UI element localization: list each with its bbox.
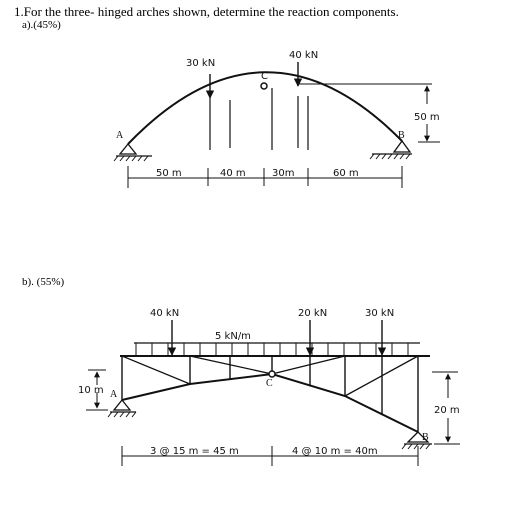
arch-a-support-b-label: B <box>398 130 405 141</box>
arch-a-dim4-label: 60 m <box>333 168 359 179</box>
truss-b-support-b-label: B <box>422 432 429 443</box>
arch-a-hinge-c-label: C <box>261 71 268 82</box>
truss-b-hinge-c <box>269 371 275 377</box>
truss-b-support-a <box>108 400 136 417</box>
arch-a-labels <box>116 50 440 179</box>
truss-b-load-mid-label: 20 kN <box>298 308 328 319</box>
truss-b-dim-left-label: 3 @ 15 m = 45 m <box>150 446 239 457</box>
truss-b-load-right-label: 30 kN <box>365 308 395 319</box>
arch-a-load-right-label: 40 kN <box>289 50 319 61</box>
arch-a-dim2-label: 40 m <box>220 168 246 179</box>
arch-a-dim1-label: 50 m <box>156 168 182 179</box>
arch-a-support-b <box>370 141 412 159</box>
arch-a-support-a-label: A <box>116 130 124 141</box>
truss-b-right-height-label: 20 m <box>434 405 460 416</box>
arch-a-dim3-label: 30m <box>272 168 295 179</box>
arch-a-support-a <box>114 144 152 161</box>
truss-b-labels <box>78 308 460 457</box>
truss-b-distributed-arrows <box>136 343 408 356</box>
part-a-label: a).(45%) <box>22 19 61 31</box>
problem-title: 1.For the three- hinged arches shown, determine the reaction components. <box>14 4 399 19</box>
truss-b-distributed-label: 5 kN/m <box>215 331 251 342</box>
part-b-label: b). (55%) <box>22 276 65 288</box>
truss-b-figure <box>86 320 460 466</box>
truss-b-dim-right-label: 4 @ 10 m = 40m <box>292 446 378 457</box>
truss-b-hinge-c-label: C <box>266 378 273 389</box>
truss-b-load-left-label: 40 kN <box>150 308 180 319</box>
truss-b-left-height-label: 10 m <box>78 385 104 396</box>
arch-a-height-label: 50 m <box>414 112 440 123</box>
arch-a-hinge-c <box>261 83 267 89</box>
truss-b-support-a-label: A <box>110 389 118 400</box>
arch-a-load-left-label: 30 kN <box>186 58 216 69</box>
